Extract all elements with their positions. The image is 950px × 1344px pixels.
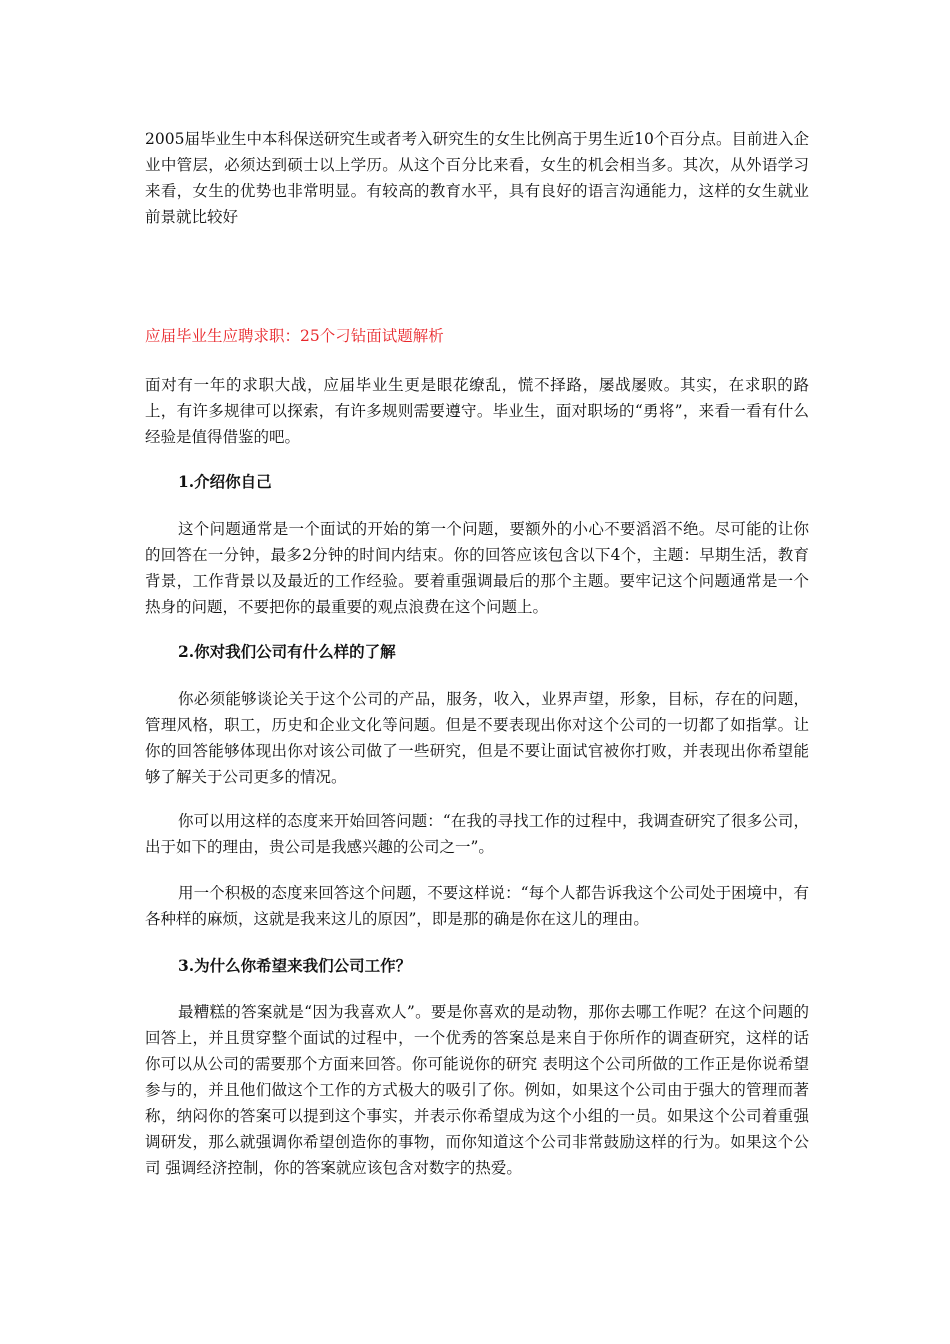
lead-paragraph: 面对有一年的求职大战，应届毕业生更是眼花缭乱，慌不择路，屡战屡败。其实，在求职的路上，有许多规律可以探索，有许多规则需要遵守。毕业生，面对职场的“勇将”，来看一看有什么经验是值得借鉴的吧。 — [145, 376, 809, 446]
section-3-paragraph-1: 最糟糕的答案就是“因为我喜欢人”。要是你喜欢的是动物，那你去哪工作呢？在这个问题的回答上，并且贯穿整个面试的过程中，一个优秀的答案总是来自于你所作的调查研究，这样的话你可以从公司的需要那个方面来回答。你可能说你的研究 表明这个公司所做的工作正是你说希望参与的，并且他们做这个工作的方式极大的吸引了你。例如，如果这个公司由于强大的管理而著称，纳闷你的答案可以提到这个事实，并表示你希望成为这个小组的一员。如果这个公司着重强调研发，那么就强调你希望创造你的事物，而你知道这个公司非常鼓励这样的行为。如果这个公司 强调经济控制，你的答案就应该包含对数字的热爱。 — [145, 1003, 809, 1177]
section-2-paragraph-2: 你可以用这样的态度来开始回答问题：“在我的寻找工作的过程中，我调查研究了很多公司，出于如下的理由，贵公司是我感兴趣的公司之一”。 — [145, 812, 809, 856]
section-2-paragraph-1: 你必须能够谈论关于这个公司的产品，服务，收入，业界声望，形象，目标，存在的问题，管理风格，职工，历史和企业文化等问题。但是不要表现出你对这个公司的一切都了如指掌。让你的回答能够体现出你对该公司做了一些研究，但是不要让面试官被你打败，并表现出你希望能够了解关于公司更多的情况。 — [145, 690, 809, 786]
section-3-heading: 3.为什么你希望来我们公司工作？ — [178, 956, 412, 975]
intro-paragraph: 2005届毕业生中本科保送研究生或者考入研究生的女生比例高于男生近10个百分点。目前进入企业中管层，必须达到硕士以上学历。从这个百分比来看，女生的机会相当多。其次，从外语学习来看，女生的优势也非常明显。有较高的教育水平，具有良好的语言沟通能力，这样的女生就业前景就比较好 — [145, 130, 809, 226]
section-2-paragraph-3: 用一个积极的态度来回答这个问题，不要这样说：“每个人都告诉我这个公司处于困境中，有各种样的麻烦，这就是我来这儿的原因”，即是那的确是你在这儿的理由。 — [145, 884, 809, 928]
article-title: 应届毕业生应聘求职：25个刁钻面试题解析 — [145, 327, 444, 345]
section-2-heading: 2.你对我们公司有什么样的了解 — [178, 642, 396, 661]
section-1-heading: 1.介绍你自己 — [178, 472, 272, 491]
section-1-paragraph-1: 这个问题通常是一个面试的开始的第一个问题，要额外的小心不要滔滔不绝。尽可能的让你的回答在一分钟，最多2分钟的时间内结束。你的回答应该包含以下4个，主题：早期生活，教育背景，工作背景以及最近的工作经验。要着重强调最后的那个主题。要牢记这个问题通常是一个热身的问题，不要把你的最重要的观点浪费在这个问题上。 — [145, 520, 809, 616]
